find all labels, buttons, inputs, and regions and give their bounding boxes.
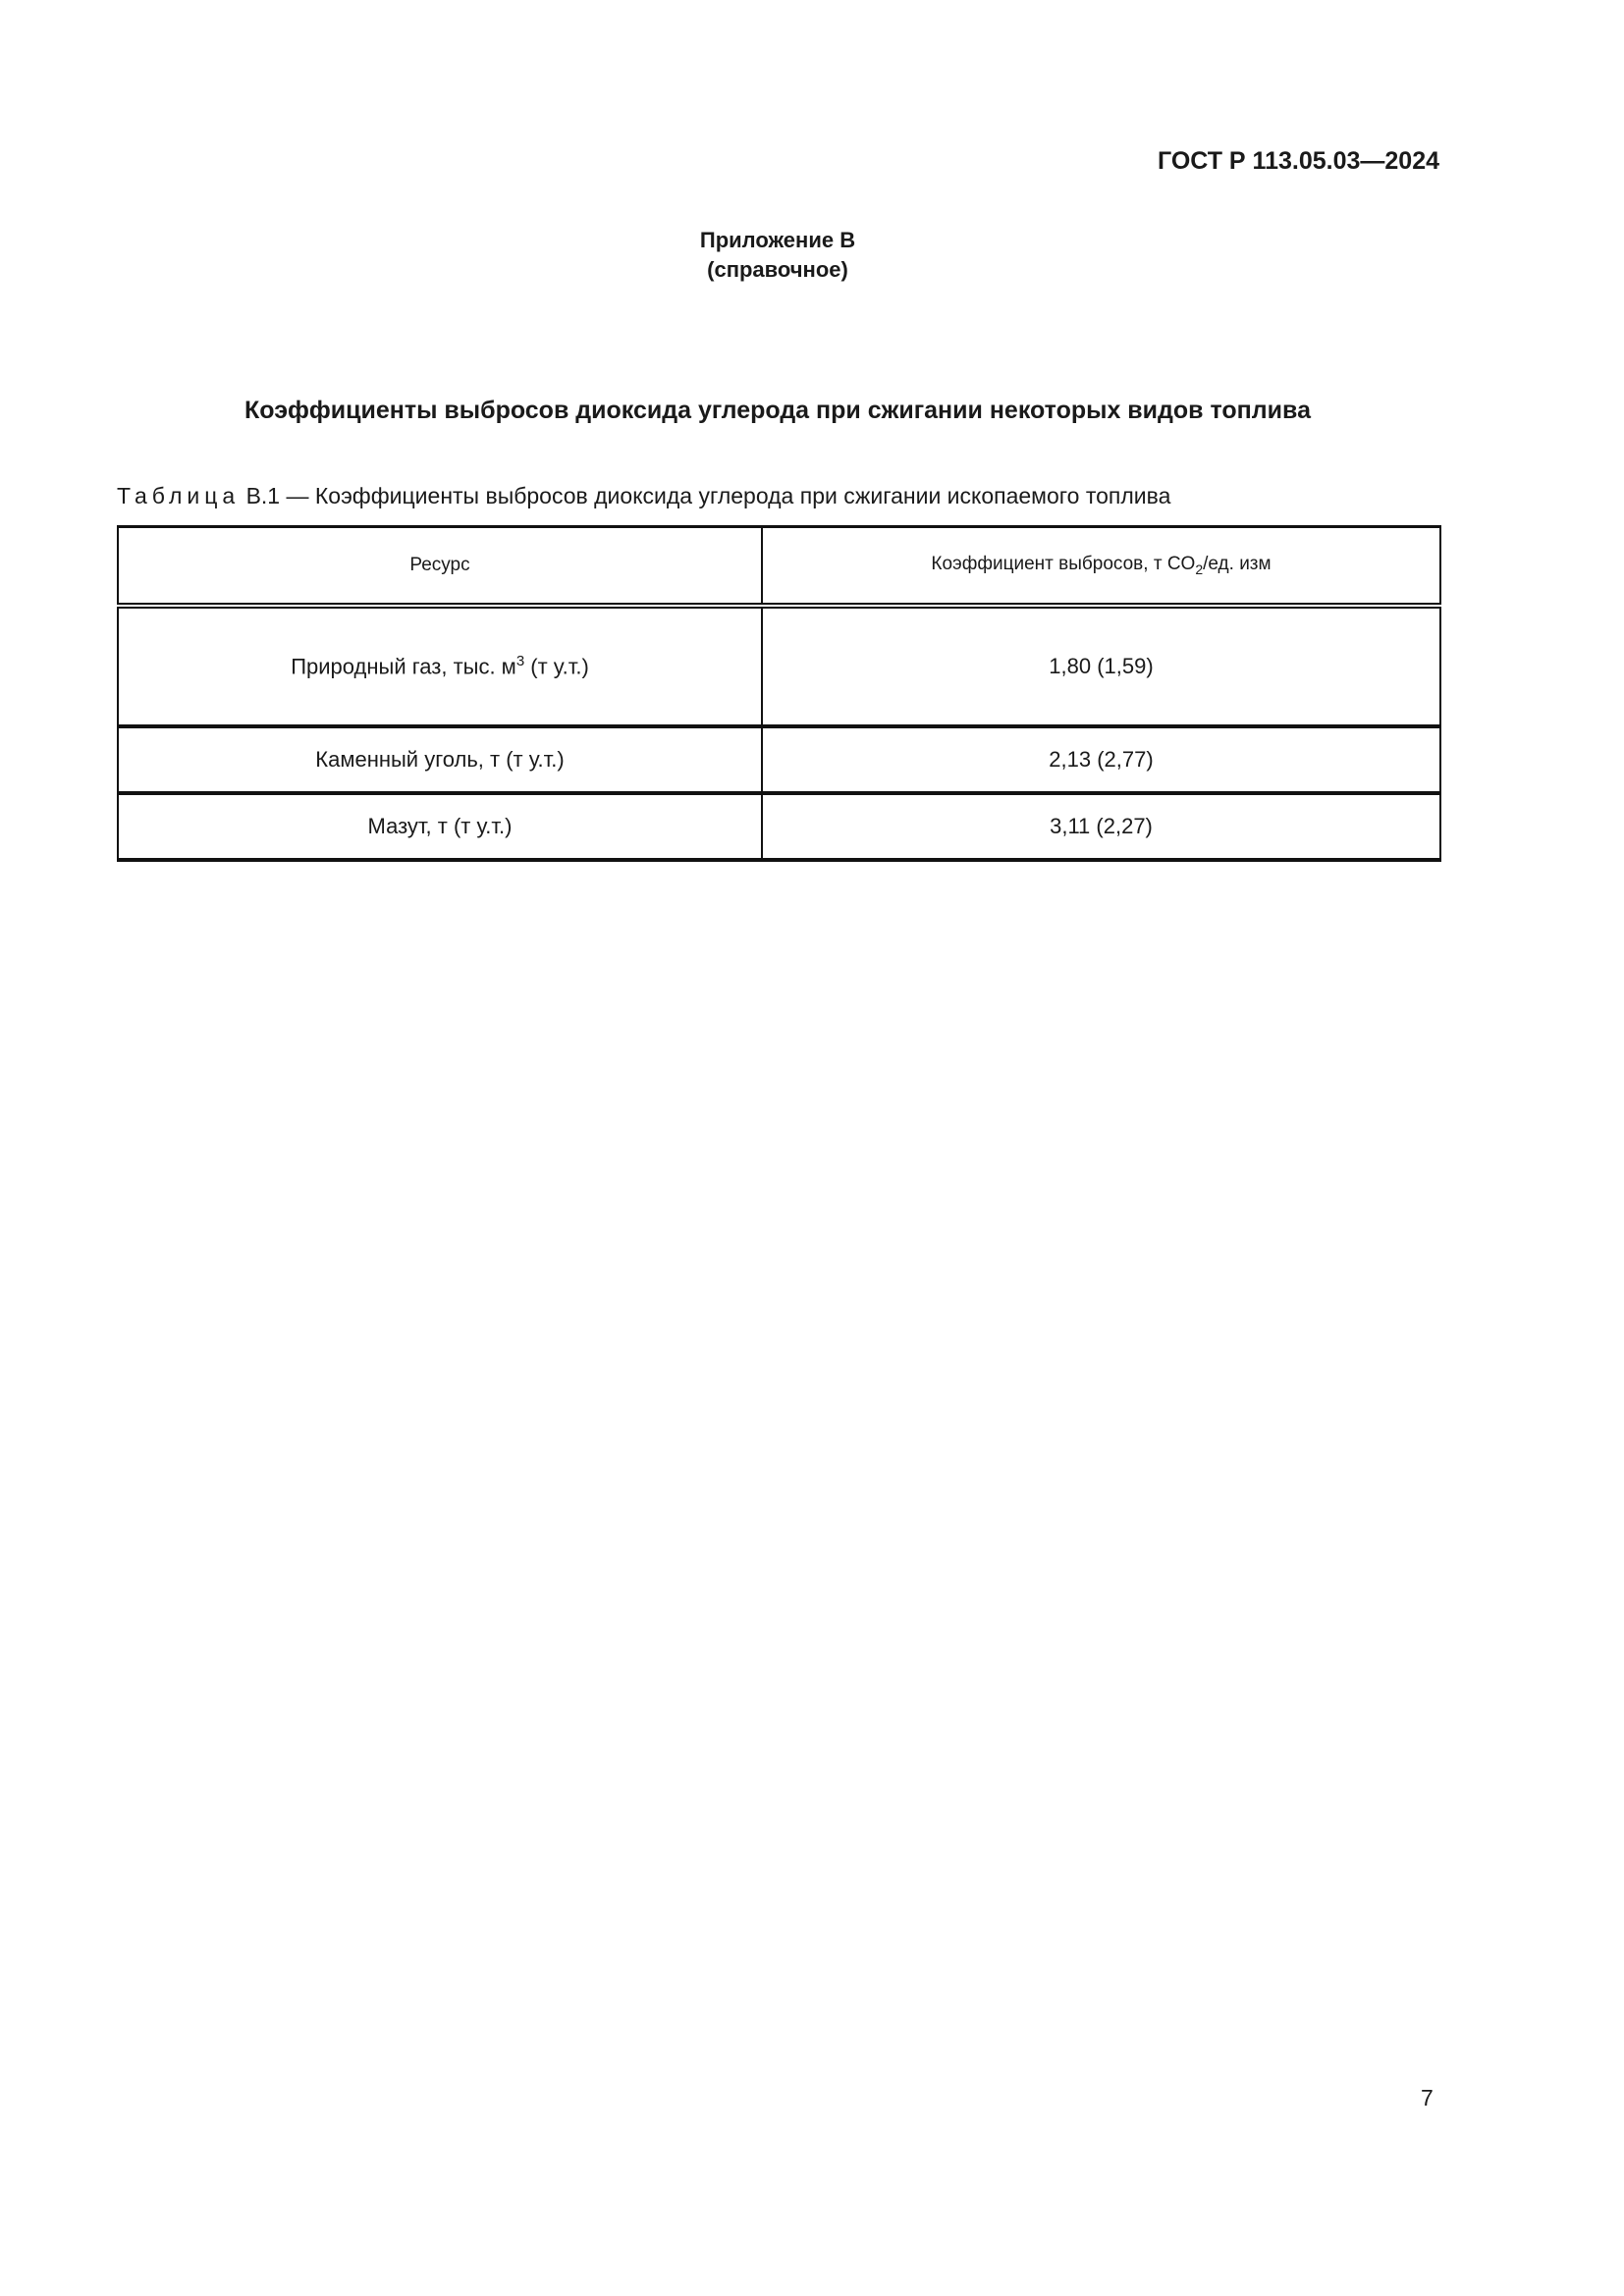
cell-resource — [118, 606, 762, 726]
cell-resource: Каменный уголь, т (т у.т.) — [118, 726, 762, 793]
appendix-type: (справочное) — [707, 257, 848, 282]
header-coef-subscript: 2 — [1195, 561, 1204, 577]
table-header-row — [118, 527, 1440, 607]
table-caption — [117, 483, 1170, 509]
page-number: 7 — [1421, 2085, 1434, 2110]
cell-value: 2,13 (2,77) — [762, 726, 1440, 793]
appendix-title: Коэффициенты выбросов диоксида углерода при сжигании некоторых видов топлива — [244, 397, 1311, 424]
resource-unit: (т у.т.) — [524, 654, 589, 679]
resource-superscript: 3 — [515, 653, 525, 670]
column-header-resource: Ресурс — [118, 527, 762, 607]
document-code: ГОСТ Р 113.05.03—2024 — [1157, 147, 1439, 175]
appendix-label: Приложение В — [699, 228, 856, 252]
column-header-coefficient — [762, 527, 1440, 607]
resource-text: Природный газ, тыс. м — [291, 654, 516, 679]
emission-coefficients-table — [117, 525, 1441, 862]
header-coef-text: Коэффициент выбросов, т CO — [931, 554, 1196, 575]
cell-resource: Мазут, т (т у.т.) — [118, 793, 762, 860]
table-caption-prefix: Таблица — [117, 483, 241, 508]
table-row — [118, 726, 1440, 793]
table-row — [118, 793, 1440, 860]
table-row — [118, 606, 1440, 726]
cell-value: 1,80 (1,59) — [762, 606, 1440, 726]
header-coef-unit: /ед. изм — [1203, 554, 1272, 575]
table-caption-text: В.1 — Коэффициенты выбросов диоксида углерода при сжигании ископаемого топлива — [240, 483, 1171, 508]
cell-value: 3,11 (2,27) — [762, 793, 1440, 860]
appendix-heading — [0, 226, 1555, 285]
